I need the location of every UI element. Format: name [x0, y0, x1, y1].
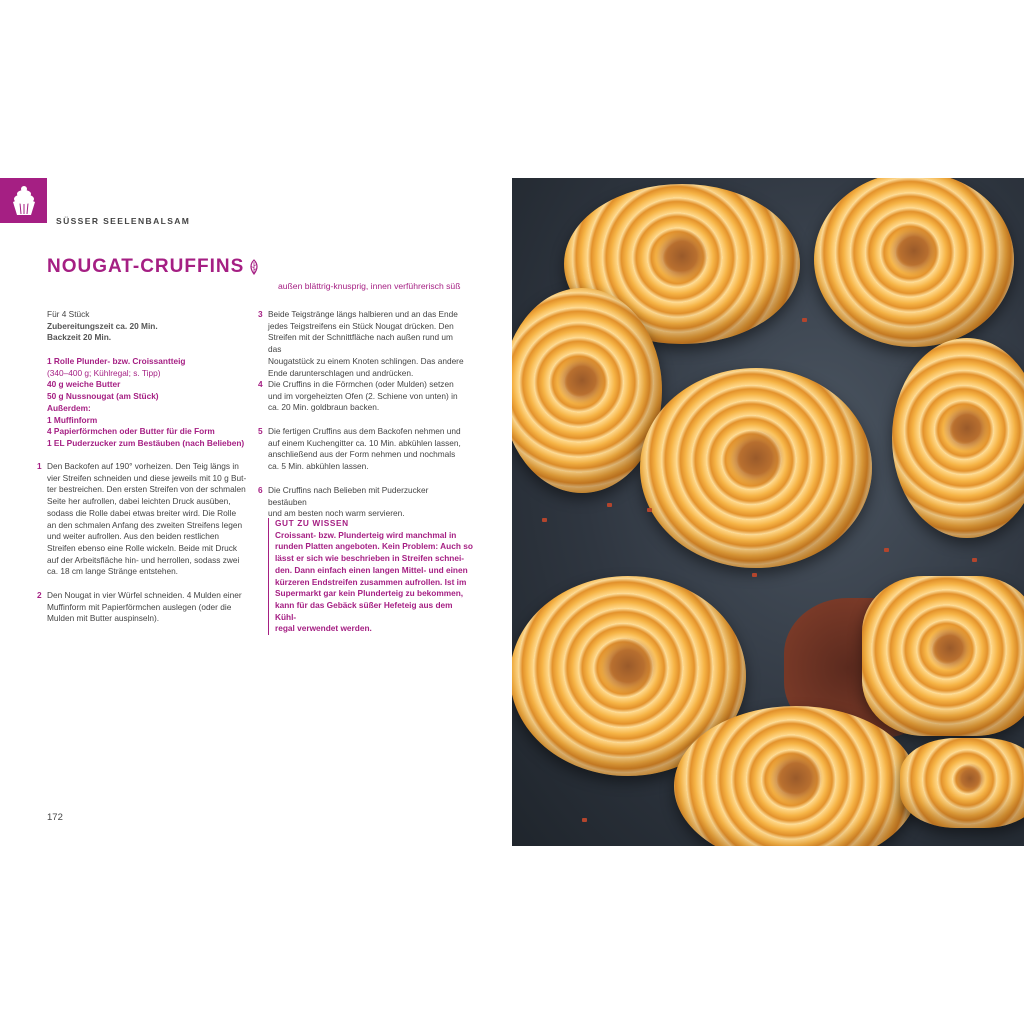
- step-line: Den Backofen auf 190° vorheizen. Den Teig längs in: [47, 461, 239, 471]
- servings: Für 4 Stück: [47, 309, 90, 319]
- step-line: ca. 5 Min. abkühlen lassen.: [268, 461, 369, 472]
- tip-line: kann für das Gebäck süßer Hefeteig aus dem Kühl-: [275, 599, 453, 622]
- step-line: anschließend aus der Form nehmen und nochmals: [268, 449, 456, 460]
- tip-title: GUT ZU WISSEN: [275, 518, 349, 528]
- crumb: [542, 518, 547, 522]
- step-line: Die Cruffins nach Belieben mit Puderzucker bestäuben: [268, 485, 429, 507]
- section-label: SÜSSER SEELENBALSAM: [56, 216, 191, 226]
- recipe-title-text: NOUGAT-CRUFFINS: [47, 256, 245, 277]
- step-line: vier Streifen schneiden und diese jeweils mit 10 g But-: [47, 472, 247, 483]
- step-number: 6: [258, 485, 263, 495]
- leaf-icon: [248, 259, 260, 275]
- ingredient-line: 1 Rolle Plunder- bzw. Croissantteig: [47, 356, 186, 366]
- step-line: Mulden mit Butter auspinseln).: [47, 613, 160, 624]
- step-line: und am besten noch warm servieren.: [268, 508, 405, 519]
- step-line: Nougatstück zu einem Knoten schlingen. Das andere: [268, 355, 464, 366]
- ingredient-line: 4 Papierförmchen oder Butter für die Form: [47, 426, 215, 437]
- ingredient-line: (340–400 g; Kühlregal; s. Tipp): [47, 367, 161, 378]
- step-text: [268, 426, 461, 473]
- ingredient-line: 50 g Nussnougat (am Stück): [47, 391, 159, 402]
- step-line: ter bestreichen. Den ersten Streifen von der schmalen: [47, 484, 246, 495]
- recipe-subtitle: außen blättrig-knusprig, innen verführerisch süß: [278, 281, 461, 291]
- step-line: ca. 18 cm lange Stränge entstehen.: [47, 566, 178, 577]
- step-line: Streifen ebenso eine Rolle wickeln. Beide mit Druck: [47, 542, 237, 553]
- crumb: [752, 573, 757, 577]
- step-line: und weiter aufrollen. Aus den beiden restlichen: [47, 531, 220, 542]
- crumb: [582, 818, 587, 822]
- step-line: und im vorgeheizten Ofen (2. Schiene von unten) in: [268, 390, 458, 401]
- step-text: [268, 309, 468, 379]
- recipe-meta: [47, 309, 247, 344]
- crumb: [802, 318, 807, 322]
- crumb: [607, 503, 612, 507]
- step-text: [268, 379, 458, 414]
- step-line: ca. 20 Min. goldbraun backen.: [268, 402, 380, 413]
- cupcake-icon: [9, 185, 39, 217]
- ingredient-line: 1 Muffinform: [47, 414, 98, 425]
- ingredient-line: 1 EL Puderzucker zum Bestäuben (nach Belieben): [47, 437, 245, 448]
- tip-line: regal verwendet werden.: [275, 623, 372, 634]
- cruffin: [900, 738, 1024, 828]
- tip-line: lässt er sich wie beschrieben in Streifen schnei-: [275, 553, 465, 564]
- step-number: 3: [258, 309, 263, 319]
- step-line: Seite her aufrollen, dabei leichten Druck ausüben,: [47, 496, 231, 507]
- tip-line: Supermarkt gar kein Plunderteig zu bekommen,: [275, 588, 464, 599]
- step-line: jedes Teigstreifens ein Stück Nougat drücken. Den: [268, 320, 454, 331]
- step-line: Den Nougat in vier Würfel schneiden. 4 Mulden einer: [47, 590, 242, 600]
- cruffin: [862, 576, 1024, 736]
- step-line: Die fertigen Cruffins aus dem Backofen nehmen und: [268, 426, 461, 436]
- recipe-photo: [512, 178, 1024, 846]
- step-number: 1: [37, 461, 42, 471]
- step-line: Muffinform mit Papierförmchen auslegen (oder die: [47, 601, 232, 612]
- crumb: [884, 548, 889, 552]
- step-line: Streifen mit der Schnittfläche nach außen rund um das: [268, 332, 453, 355]
- step-line: sodass die Rolle dabei etwas breiter wird. Die Rolle: [47, 507, 237, 518]
- cruffin: [814, 178, 1014, 347]
- step-line: Beide Teigstränge längs halbieren und an das Ende: [268, 309, 458, 319]
- step-line: Ende darunterschlagen und andrücken.: [268, 367, 414, 378]
- step-line: an den schmalen Anfang des zweiten Streifens legen: [47, 519, 243, 530]
- tip-line: runden Platten angeboten. Kein Problem: Auch so: [275, 541, 473, 552]
- step-text: [47, 590, 242, 625]
- category-icon-box: [0, 178, 47, 223]
- step-number: 2: [37, 590, 42, 600]
- step-number: 4: [258, 379, 263, 389]
- ingredients-extra-heading: Außerdem:: [47, 402, 91, 413]
- cruffin: [892, 338, 1024, 538]
- step-text: [268, 485, 468, 520]
- step-line: auf der Arbeitsfläche hin- und herrollen, sodass zwei: [47, 554, 240, 565]
- step-number: 5: [258, 426, 263, 436]
- tip-line: Croissant- bzw. Plunderteig wird manchmal in: [275, 529, 457, 540]
- page-number: 172: [47, 812, 63, 823]
- bake-time: Backzeit 20 Min.: [47, 332, 112, 343]
- tip-box: [268, 518, 475, 635]
- ingredients-list: [47, 356, 247, 450]
- tip-line: kürzeren Endstreifen zusammen aufrollen. Ist im: [275, 576, 467, 587]
- tip-line: den. Dann einfach einen langen Mittel- und einen: [275, 564, 468, 575]
- step-line: auf einem Kuchengitter ca. 10 Min. abkühlen lassen,: [268, 437, 461, 448]
- cruffin: [640, 368, 872, 568]
- crumb: [972, 558, 977, 562]
- prep-time: Zubereitungszeit ca. 20 Min.: [47, 320, 158, 331]
- crumb: [647, 508, 652, 512]
- step-line: Die Cruffins in die Förmchen (oder Mulden) setzen: [268, 379, 454, 389]
- step-text: [47, 461, 246, 578]
- recipe-title: [47, 256, 260, 278]
- ingredient-line: 40 g weiche Butter: [47, 379, 121, 390]
